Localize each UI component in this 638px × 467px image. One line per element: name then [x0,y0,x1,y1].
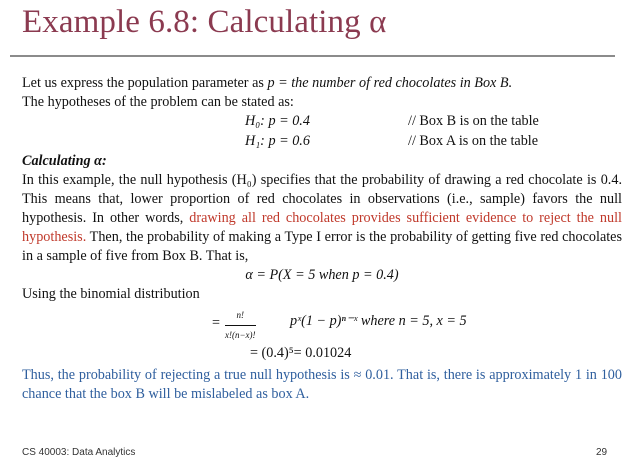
binomial-denominator: x!(n−x)! [225,330,256,340]
binomial-fraction [225,306,256,345]
slide-title: Example 6.8: Calculating α [22,4,387,40]
null-hypothesis: H₀: p = 0.4 [245,113,310,129]
binomial-rest: pˣ(1 − p)ⁿ⁻ˣ where n = 5, x = 5 [290,313,467,329]
binomial-numerator: n! [225,306,256,326]
param-line-math: p = the number of red chocolates in Box B. [267,75,513,91]
param-line-text: Let us express the population parameter as [22,75,268,91]
alt-hypothesis-note: // Box A is on the table [408,133,539,149]
explanation-part2: Then, the probability of making a Type I error is the probability of getting five red chocolates in a sample of five from Box B. That is, [22,229,622,264]
alpha-equation: α = P(X = 5 when p = 0.4) [245,267,399,283]
binomial-intro: Using the binomial distribution [22,286,200,302]
calc-heading-text: Calculating α: [22,153,107,169]
explanation-highlight: drawing all red chocolates provides sufficient evidence to reject the null hypothesis. [22,210,622,245]
null-hypothesis-note: // Box B is on the table [408,113,539,129]
footer-page-number: 29 [596,447,608,458]
explanation-part1: In this example, the null hypothesis (H₀) specifies that the probability of drawing a red chocolate is 0.4. This means that, lower proportion of red chocolates in observations (i.e., sample) favors the null hypothesis. In other words, [22,172,622,226]
footer-course: CS 40003: Data Analytics [22,447,136,458]
explanation-paragraph [22,171,622,266]
binomial-equation [22,304,622,344]
null-hypothesis-row [22,112,622,132]
slide-content [22,74,622,404]
calc-heading [22,152,622,171]
hypotheses-intro: The hypotheses of the problem can be stated as: [22,94,294,110]
title-rule [10,55,615,57]
binomial-eq-sign: = [212,315,221,331]
result-equation: = (0.4)⁵= 0.01024 [250,345,352,361]
alt-hypothesis: H₁: p = 0.6 [245,133,310,149]
result-equation-row [22,344,622,366]
param-line [22,74,622,93]
alt-hypothesis-row [22,132,622,152]
conclusion: Thus, the probability of rejecting a true null hypothesis is ≈ 0.01. That is, there is approximately 1 in 100 chance that the box B will be mislabeled as box A. [22,367,622,402]
